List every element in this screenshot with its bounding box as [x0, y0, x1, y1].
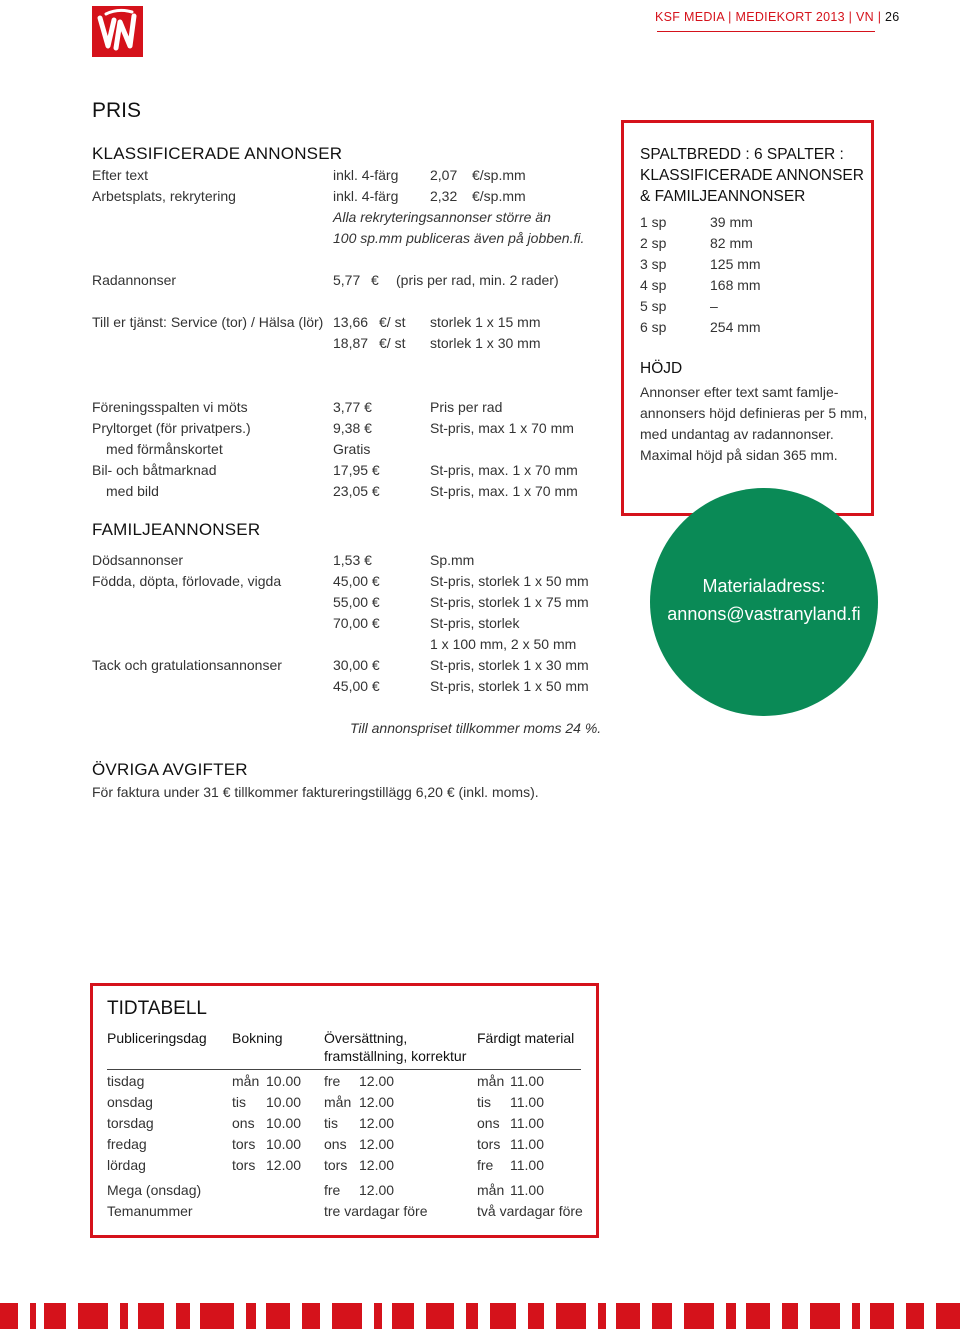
tjanst-price: 18,87 — [333, 335, 369, 351]
footer-stripe-block — [246, 1303, 256, 1329]
header-divider: | — [877, 10, 886, 24]
tid-ready-time: 11.00 — [510, 1094, 544, 1110]
tid-ready-day: ons — [477, 1115, 500, 1131]
tid-trans-time: 12.00 — [359, 1115, 395, 1131]
materialadress-label: Materialadress: — [702, 576, 826, 596]
footer-stripe-block — [78, 1303, 108, 1329]
footer-stripe-block — [374, 1303, 382, 1329]
tid-ready-day: mån — [477, 1073, 505, 1089]
familj-row-price: 70,00 € — [333, 615, 380, 631]
footer-stripe-block — [392, 1303, 414, 1329]
klass-row-price: 2,32 — [430, 188, 458, 204]
tid-ready-time: 11.00 — [510, 1115, 544, 1131]
other-row-name: Pryltorget (för privatpers.) — [92, 420, 251, 436]
page-header — [655, 10, 900, 24]
klass-row-name: Efter text — [92, 167, 149, 183]
familj-row-note: St-pris, storlek — [430, 615, 520, 631]
tid-trans-time: 12.00 — [359, 1073, 395, 1089]
materialadress-badge — [650, 488, 878, 716]
tid-trans-day: tors — [324, 1157, 348, 1173]
footer-stripe-block — [302, 1303, 320, 1329]
tid-book-time: 10.00 — [266, 1136, 302, 1152]
tid-book-time: 10.00 — [266, 1115, 302, 1131]
familj-row-price: 45,00 € — [333, 678, 380, 694]
footer-stripe-block — [176, 1303, 190, 1329]
other-row-price: 3,77 € — [333, 399, 372, 415]
familj-heading: FAMILJEANNONSER — [92, 520, 261, 539]
spaltbredd-heading-line: & FAMILJEANNONSER — [640, 188, 806, 205]
tid-ready-day: fre — [477, 1157, 494, 1173]
footer-stripe-block — [0, 1303, 18, 1329]
tid-trans-time: 12.00 — [359, 1136, 395, 1152]
tid-trans: tre vardagar före — [324, 1203, 428, 1219]
familj-row-note: Sp.mm — [430, 552, 475, 568]
tid-day: Mega (onsdag) — [107, 1182, 202, 1198]
familj-row-note: St-pris, storlek 1 x 50 mm — [430, 678, 589, 694]
familj-row-note: St-pris, storlek 1 x 75 mm — [430, 594, 589, 610]
other-row-note: St-pris, max. 1 x 70 mm — [430, 483, 578, 499]
familj-row-name: Dödsannonser — [92, 552, 184, 568]
klass-row-unit: €/sp.mm — [472, 188, 526, 204]
klass-row-unit: €/sp.mm — [472, 167, 526, 183]
other-row-name: med förmånskortet — [106, 441, 223, 457]
vn-logo — [92, 6, 143, 57]
footer-stripe-block — [652, 1303, 672, 1329]
table-header-rule — [107, 1069, 581, 1070]
tid-ready-time: 11.00 — [510, 1157, 544, 1173]
tid-trans-day: tis — [324, 1115, 338, 1131]
spaltbredd-heading-line: KLASSIFICERADE ANNONSER — [640, 167, 864, 184]
footer-stripe-block — [746, 1303, 770, 1329]
other-row-note: St-pris, max 1 x 70 mm — [430, 420, 574, 436]
familj-row-note: St-pris, storlek 1 x 30 mm — [430, 657, 589, 673]
tid-trans-day: ons — [324, 1136, 347, 1152]
tidtabell-heading: TIDTABELL — [107, 998, 207, 1019]
klass-heading: KLASSIFICERADE ANNONSER — [92, 144, 343, 163]
ovriga-heading: ÖVRIGA AVGIFTER — [92, 760, 248, 779]
tid-trans-day: fre — [324, 1073, 341, 1089]
tid-book-time: 12.00 — [266, 1157, 302, 1173]
tjanst-unit: €/ st — [379, 314, 406, 330]
familj-row-note: 1 x 100 mm, 2 x 50 mm — [430, 636, 577, 652]
footer-stripe-block — [810, 1303, 840, 1329]
tid-trans-day: mån — [324, 1094, 352, 1110]
radannonser-label: Radannonser — [92, 272, 177, 288]
tid-ready-day: tors — [477, 1136, 501, 1152]
footer-stripe-block — [426, 1303, 454, 1329]
footer-stripe-block — [120, 1303, 128, 1329]
spalt-mm: 39 mm — [710, 214, 753, 230]
tjanst-label: Till er tjänst: Service (tor) / Hälsa (lör) — [92, 314, 324, 330]
page-title: PRIS — [92, 99, 142, 122]
tid-trans-time: 12.00 — [359, 1094, 395, 1110]
footer-stripe-block — [556, 1303, 586, 1329]
tid-trans-time: 12.00 — [359, 1157, 395, 1173]
tid-book-day: tors — [232, 1136, 256, 1152]
tid-day: tisdag — [107, 1073, 145, 1089]
familj-row-name: Tack och gratulationsannonser — [92, 657, 282, 673]
col-header-fardigt: Färdigt material — [477, 1030, 575, 1046]
tid-book-time: 10.00 — [266, 1073, 302, 1089]
header-title: MEDIEKORT 2013 — [735, 10, 845, 24]
header-divider: | — [848, 10, 856, 24]
klass-row-price: 2,07 — [430, 167, 458, 183]
familj-row-price: 1,53 € — [333, 552, 372, 568]
col-header-oversattning: Översättning, — [324, 1030, 408, 1046]
header-brand: KSF MEDIA — [655, 10, 725, 24]
footer-stripe-block — [30, 1303, 36, 1329]
header-rule — [657, 31, 875, 32]
other-row-name: Föreningsspalten vi möts — [92, 399, 248, 415]
tid-book-day: tis — [232, 1094, 246, 1110]
tid-ready-time: 11.00 — [510, 1182, 544, 1198]
radannonser-price: 5,77 — [333, 272, 361, 288]
familj-row-note: St-pris, storlek 1 x 50 mm — [430, 573, 589, 589]
radannonser-unit: € — [371, 272, 379, 288]
tid-book-time: 10.00 — [266, 1094, 302, 1110]
tid-day: onsdag — [107, 1094, 153, 1110]
footer-stripe-block — [528, 1303, 544, 1329]
moms-note: Till annonspriset tillkommer moms 24 %. — [350, 720, 602, 736]
spalt-sp: 4 sp — [640, 277, 667, 293]
klass-row-color: inkl. 4-färg — [333, 167, 399, 183]
footer-stripe-block — [616, 1303, 640, 1329]
spalt-mm: 125 mm — [710, 256, 761, 272]
tjanst-size: storlek 1 x 15 mm — [430, 314, 541, 330]
spalt-mm: 254 mm — [710, 319, 761, 335]
footer-stripe-block — [466, 1303, 478, 1329]
hojd-line: Annonser efter text samt famlje- — [640, 384, 839, 400]
footer-stripe-block — [490, 1303, 516, 1329]
footer-stripe-block — [332, 1303, 362, 1329]
tid-day: lördag — [107, 1157, 146, 1173]
other-row-price: Gratis — [333, 441, 371, 457]
col-header-publiceringsdag: Publiceringsdag — [107, 1030, 207, 1046]
other-row-note: St-pris, max. 1 x 70 mm — [430, 462, 578, 478]
hojd-line: Maximal höjd på sidan 365 mm. — [640, 447, 838, 463]
tid-ready-time: 11.00 — [510, 1136, 544, 1152]
tjanst-unit: €/ st — [379, 335, 406, 351]
spalt-sp: 2 sp — [640, 235, 667, 251]
footer-stripe-block — [936, 1303, 960, 1329]
spalt-mm: 168 mm — [710, 277, 761, 293]
spalt-sp: 1 sp — [640, 214, 667, 230]
hojd-line: annonsers höjd definieras per 5 mm, — [640, 405, 868, 421]
familj-row-name: Födda, döpta, förlovade, vigda — [92, 573, 282, 589]
rekrytering-note: 100 sp.mm publiceras även på jobben.fi. — [333, 230, 585, 246]
spaltbredd-heading — [640, 144, 864, 207]
tid-day: Temanummer — [107, 1203, 193, 1219]
header-section: VN — [855, 10, 874, 24]
footer-stripe-block — [852, 1303, 860, 1329]
footer-stripe-block — [266, 1303, 290, 1329]
tjanst-price: 13,66 — [333, 314, 369, 330]
tid-day: torsdag — [107, 1115, 154, 1131]
familj-row-price: 45,00 € — [333, 573, 380, 589]
spalt-sp: 6 sp — [640, 319, 667, 335]
spalt-mm: – — [710, 298, 718, 314]
footer-stripe-block — [44, 1303, 66, 1329]
klass-row-name: Arbetsplats, rekrytering — [92, 188, 236, 204]
col-header-bokning: Bokning — [232, 1030, 283, 1046]
col-header-oversattning-line2: framställning, korrektur — [324, 1048, 467, 1064]
footer-stripe-block — [598, 1303, 606, 1329]
footer-stripe-block — [906, 1303, 924, 1329]
spalt-sp: 5 sp — [640, 298, 667, 314]
familj-row-price: 30,00 € — [333, 657, 380, 673]
spalt-mm: 82 mm — [710, 235, 753, 251]
hojd-line: med undantag av radannonser. — [640, 426, 834, 442]
other-row-price: 9,38 € — [333, 420, 372, 436]
footer-stripe-block — [726, 1303, 736, 1329]
rekrytering-note: Alla rekryteringsannonser större än — [333, 209, 551, 225]
tid-day: fredag — [107, 1136, 147, 1152]
footer-stripe-block — [684, 1303, 714, 1329]
other-row-name: Bil- och båtmarknad — [92, 462, 217, 478]
page-number: 26 — [885, 10, 900, 24]
spalt-sp: 3 sp — [640, 256, 667, 272]
tid-book-day: mån — [232, 1073, 260, 1089]
materialadress-email[interactable]: annons@vastranyland.fi — [667, 604, 861, 624]
footer-stripe-block — [200, 1303, 234, 1329]
tid-book-day: ons — [232, 1115, 255, 1131]
other-row-price: 17,95 € — [333, 462, 380, 478]
tid-ready-day: tis — [477, 1094, 491, 1110]
tid-trans-day: fre — [324, 1182, 341, 1198]
footer-stripe — [0, 1303, 960, 1329]
other-row-note: Pris per rad — [430, 399, 503, 415]
other-row-price: 23,05 € — [333, 483, 380, 499]
klass-row-color: inkl. 4-färg — [333, 188, 399, 204]
familj-row-price: 55,00 € — [333, 594, 380, 610]
ovriga-text: För faktura under 31 € tillkommer faktureringstillägg 6,20 € (inkl. moms). — [92, 784, 539, 800]
tid-book-day: tors — [232, 1157, 256, 1173]
spaltbredd-heading-line: SPALTBREDD : 6 SPALTER : — [640, 146, 844, 163]
other-row-name: med bild — [106, 483, 159, 499]
tid-ready: två vardagar före — [477, 1203, 583, 1219]
footer-stripe-block — [138, 1303, 164, 1329]
footer-stripe-block — [782, 1303, 798, 1329]
tid-ready-day: mån — [477, 1182, 505, 1198]
tid-ready-time: 11.00 — [510, 1073, 544, 1089]
tjanst-size: storlek 1 x 30 mm — [430, 335, 541, 351]
hojd-heading: HÖJD — [640, 360, 683, 377]
tid-trans-time: 12.00 — [359, 1182, 395, 1198]
radannonser-note: (pris per rad, min. 2 rader) — [396, 272, 559, 288]
vn-logo-mark-icon — [92, 6, 143, 57]
footer-stripe-block — [870, 1303, 894, 1329]
header-divider: | — [728, 10, 736, 24]
